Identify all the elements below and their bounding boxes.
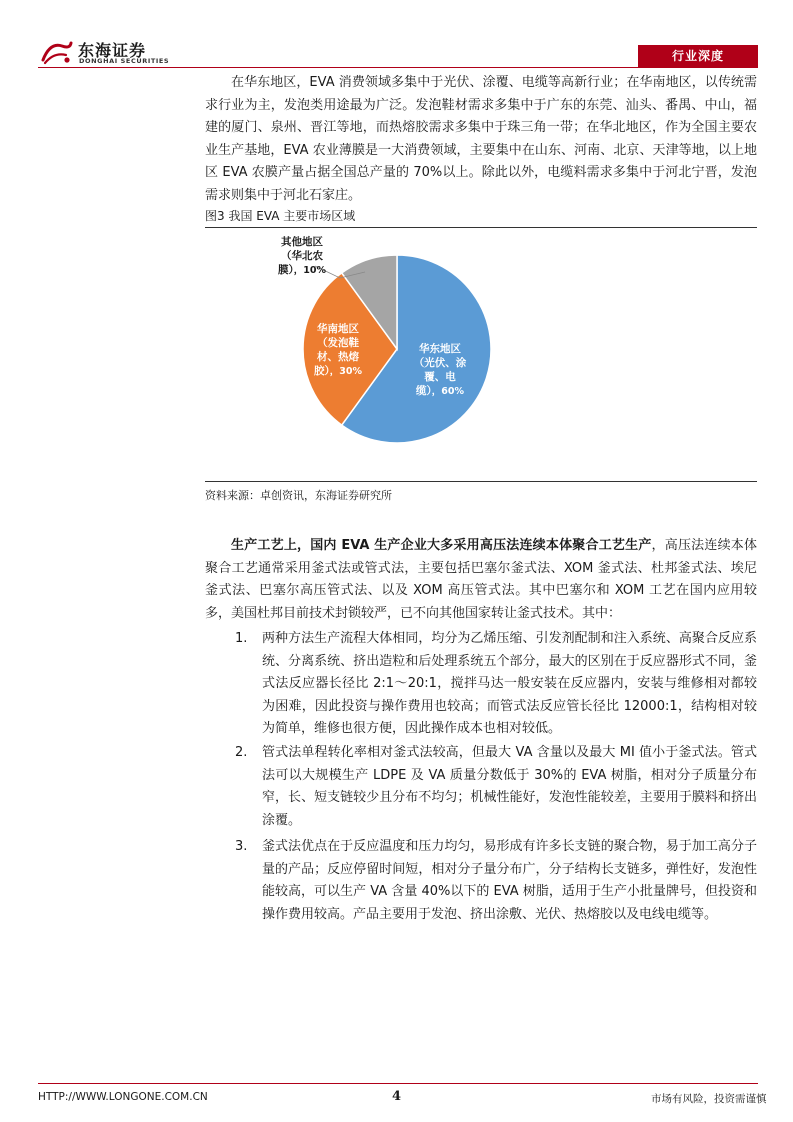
footer-url-link[interactable]: HTTP://WWW.LONGONE.COM.CN — [38, 1091, 208, 1103]
risk-disclaimer: 市场有风险，投资需谨慎 — [651, 1093, 767, 1105]
report-type-tag: 行业深度 — [638, 45, 758, 67]
list-item-number: 1. — [235, 631, 248, 646]
paragraph-text: 在华东地区，EVA 消费领域多集中于光伏、涂覆、电缆等高新行业；在华南地区，以传统需求行业为主，发泡类用途最为广泛。发泡鞋材需求多集中于广东的东莞、汕头、番禺、中山，福建的厦门、泉州、晋江等地，而热熔胶需求多集中于珠三角一带；在华北地区，作为全国主要农业生产基地，EVA 农业薄膜是一大消费领域，主要集中在山东、河南、北京、天津等地，以上地区 EVA 农膜产量占据全国总产量的 70%以上。除此以外，电缆料需求多集中于河北宁晋，发泡需求则集中于河北石家庄。 — [205, 75, 757, 203]
figure-top-rule — [205, 227, 757, 228]
figure-source: 资料来源：卓创资讯，东海证券研究所 — [205, 489, 392, 502]
logo-cn-text: 东海证券 — [78, 41, 147, 60]
list-item-text: 釜式法优点在于反应温度和压力均匀，易形成有许多长支链的聚合物，易于加工高分子量的产品；反应停留时间短，相对分子量分布广，分子结构长支链多，弹性好，发泡性能较高，可以生产 VA 含量 40%以下的 EVA 树脂，适用于生产小批量牌号，但投资和操作费用较高。产品主要用于发泡、挤出涂敷、光伏、热熔胶以及电线电缆等。 — [262, 839, 757, 922]
header-divider — [38, 67, 758, 68]
logo-en-text: DONGHAI SECURITIES — [79, 57, 170, 65]
pie-data-label: 华东地区（光伏、涂覆、电缆），60% — [413, 343, 467, 397]
figure-title: 图3 我国 EVA 主要市场区域 — [205, 209, 356, 223]
donghai-logo-icon — [40, 40, 74, 66]
paragraph-bold-lead: 生产工艺上，国内 EVA 生产企业大多采用高压法连续本体聚合工艺生产 — [231, 538, 652, 553]
figure-bottom-rule — [205, 481, 757, 482]
paragraph-production-process — [205, 535, 757, 625]
page-number: 4 — [392, 1089, 402, 1104]
page-header — [0, 0, 793, 70]
logo — [40, 38, 180, 68]
list-item-number: 3. — [235, 839, 248, 854]
eva-market-pie-chart — [205, 232, 757, 478]
list-item-text: 管式法单程转化率相对釜式法较高，但最大 VA 含量以及最大 MI 值小于釜式法。管式法可以大规模生产 LDPE 及 VA 质量分数低于 30%的 EVA 树脂，相对分子质量分布窄，长、短支链较少且分布不均匀；机械性能好，发泡性能较差，主要用于膜料和挤出涂覆。 — [262, 745, 757, 828]
list-item-number: 2. — [235, 745, 248, 760]
paragraph-regional-demand — [205, 72, 757, 208]
pie-data-label: 华南地区（发泡鞋材、热熔胶），30% — [314, 323, 362, 377]
list-item-text: 两种方法生产流程大体相同，均分为乙烯压缩、引发剂配制和注入系统、高聚合反应系统、分离系统、挤出造粒和后处理系统五个部分，最大的区别在于反应器形式不同，釜式法反应器长径比 2:1～20:1，搅拌马达一般安装在反应器内，安装与维修相对都较为困难，因此投资与操作费用也较高；而管式法反应管长径比 12000:1，结构相对较为简单，维修也很方便，因此操作成本也相对较低。 — [262, 631, 757, 737]
footer-divider — [38, 1083, 758, 1084]
paragraph-text: ，高压法连续本体聚合工艺通常采用釜式法或管式法，主要包括巴塞尔釜式法、XOM 釜式法、杜邦釜式法、埃尼釜式法、巴塞尔高压管式法、以及 XOM 高压管式法。其中巴塞尔和 XOM 工艺在国内应用较多，美国杜邦目前技术封锁较严，已不向其他国家转让釜式技术。其中： — [205, 538, 757, 621]
pie-data-label: 其他地区（华北农膜），10% — [278, 236, 326, 276]
